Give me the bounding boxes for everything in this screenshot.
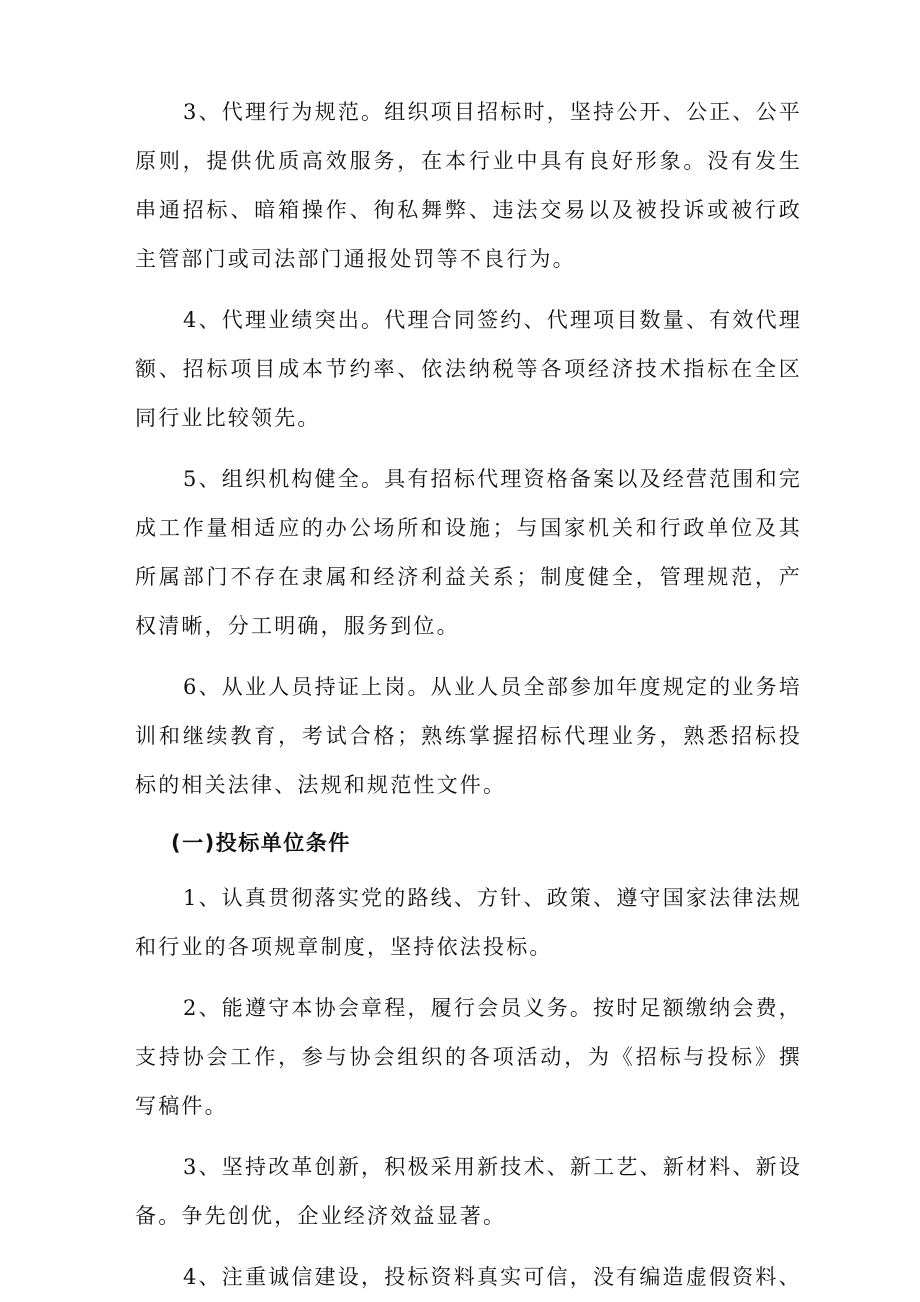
- paragraph-bidder-item-2: 2、能遵守本协会章程，履行会员义务。按时足额缴纳会费，支持协会工作，参与协会组织的各项活动，为《招标与投标》撰写稿件。: [135, 996, 802, 1118]
- paragraph-item-3-agency-conduct: 3、代理行为规范。组织项目招标时，坚持公开、公正、公平原则，提供优质高效服务，在本行业中具有良好形象。没有发生串通招标、暗箱操作、徇私舞弊、违法交易以及被投诉或被行政主管部门或司法部门通报处罚等不良行为。: [135, 100, 802, 271]
- paragraph-item-6-staff-certification: 6、从业人员持证上岗。从业人员全部参加年度规定的业务培训和继续教育，考试合格；熟练掌握招标代理业务，熟悉招标投标的相关法律、法规和规范性文件。: [135, 675, 802, 797]
- paragraph-item-5-organization: 5、组织机构健全。具有招标代理资格备案以及经营范围和完成工作量相适应的办公场所和设施；与国家机关和行政单位及其所属部门不存在隶属和经济利益关系；制度健全，管理规范，产权清晰，分工明确，服务到位。: [135, 467, 802, 638]
- section-heading-bidder-conditions: (一)投标单位条件: [171, 831, 351, 855]
- paragraph-bidder-item-4: 4、注重诚信建设，投标资料真实可信，没有编造虚假资料、: [183, 1265, 802, 1289]
- paragraph-item-4-agency-performance: 4、代理业绩突出。代理合同签约、代理项目数量、有效代理额、招标项目成本节约率、依法纳税等各项经济技术指标在全区同行业比较领先。: [135, 308, 802, 430]
- paragraph-bidder-item-1: 1、认真贯彻落实党的路线、方针、政策、遵守国家法律法规和行业的各项规章制度，坚持依法投标。: [135, 886, 802, 959]
- paragraph-bidder-item-3: 3、坚持改革创新，积极采用新技术、新工艺、新材料、新设备。争先创优，企业经济效益显著。: [135, 1155, 802, 1228]
